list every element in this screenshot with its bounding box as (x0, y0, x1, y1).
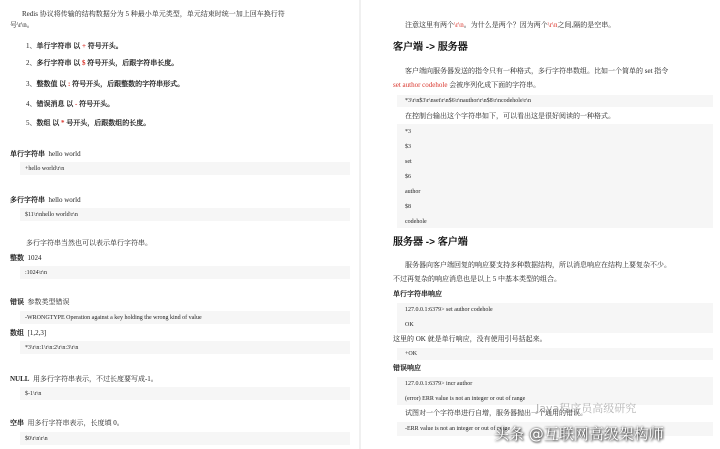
subheading-error-response: 错误响应 (393, 364, 421, 372)
list-item: 5、数组 以 * 号开头，后跟数组的长度。 (26, 119, 151, 127)
paragraph: 试图对一个字符串进行自增，服务器抛出一个通用的错误。 (405, 409, 587, 417)
code-line: $8 (405, 204, 411, 210)
paragraph: 在控制台输出这个字符串如下，可以看出这是很好阅读的一种格式。 (405, 112, 615, 120)
intro-line-1: Redis 协议将传输的结构数据分为 5 种最小单元类型，单元结束时统一加上回车换行符 (22, 10, 285, 18)
section-empty-string: 空串 用多行字符串表示，长度填 0。 (10, 419, 124, 427)
code-line: $6 (405, 174, 411, 180)
list-item: 3、整数值 以 : 符号开头，后跟整数的字符串形式。 (26, 80, 185, 88)
note-line: 注意这里有两个\r\n。为什么是两个？因为两个\r\n之间,隔的是空串。 (405, 21, 616, 29)
code-line: $11\r\nhello world\r\n (25, 212, 78, 218)
heading-client-to-server: 客户端 -> 服务器 (393, 42, 468, 53)
code-line: :1024\r\n (25, 270, 47, 276)
watermark-back: Java程序员高级研究 (536, 402, 637, 415)
paragraph: set author codehole 会被序列化成下面的字符串。 (393, 81, 541, 89)
subheading-single-line-response: 单行字符串响应 (393, 290, 442, 298)
section-array: 数组 [1,2,3] (10, 329, 47, 337)
code-line: (error) ERR value is not an integer or out of range (405, 396, 526, 402)
paragraph: 多行字符串当然也可以表示单行字符串。 (26, 239, 152, 247)
right-column (361, 0, 720, 449)
watermark-front: 头条 @互联网高级架构师 (494, 425, 664, 443)
code-line: *3 (405, 129, 411, 135)
code-line: -ERR value is not an integer or out of range (405, 426, 511, 432)
code-line: +OK (405, 351, 418, 357)
code-line: $-1\r\n (25, 391, 42, 397)
section-single-line: 单行字符串 hello world (10, 150, 81, 158)
paragraph: 这里的 OK 就是单行响应，没有使用引号括起来。 (393, 335, 547, 343)
left-column (0, 0, 359, 449)
section-integer: 整数 1024 (10, 254, 42, 262)
code-line: OK (405, 322, 414, 328)
paragraph: 客户端向服务器发送的指令只有一种格式，多行字符串数组。比如一个简单的 set 指令 (405, 67, 669, 75)
code-line: -WRONGTYPE Operation against a key holding the wrong kind of value (25, 315, 202, 321)
code-line: +hello world\r\n (25, 166, 65, 172)
code-line: $3 (405, 144, 411, 150)
list-item: 2、多行字符串 以 $ 符号开头，后跟字符串长度。 (26, 59, 179, 67)
code-line: set (405, 159, 412, 165)
section-multi-line: 多行字符串 hello world (10, 196, 81, 204)
paragraph: 不过再复杂的响应消息也是以上 5 中基本类型的组合。 (393, 275, 561, 283)
list-item: 1、单行字符串 以 + 符号开头。 (26, 42, 123, 50)
paragraph: 服务器向客户端回复的响应要支持多种数据结构，所以消息响应在结构上要复杂不少。 (405, 261, 671, 269)
section-null: NULL 用多行字符串表示，不过长度要写成-1。 (10, 375, 158, 383)
heading-server-to-client: 服务器 -> 客户端 (393, 237, 468, 248)
code-line: 127.0.0.1:6379> set author codehole (405, 307, 493, 313)
code-line: codehole (405, 219, 427, 225)
section-error: 错误 参数类型错误 (10, 298, 70, 306)
code-line: author (405, 189, 421, 195)
code-line: *3\r\n:1\r\n:2\r\n:3\r\n (25, 345, 79, 351)
list-item: 4、错误消息 以 - 符号开头。 (26, 100, 115, 108)
code-line: $0\r\n\r\n (25, 436, 48, 442)
intro-line-2: 号\r\n。 (10, 21, 34, 29)
code-line: 127.0.0.1:6379> incr author (405, 381, 473, 387)
code-line: *3\r\n$3\r\nset\r\n$6\r\nauthor\r\n$8\r\ncodehole\r\n (405, 98, 531, 104)
